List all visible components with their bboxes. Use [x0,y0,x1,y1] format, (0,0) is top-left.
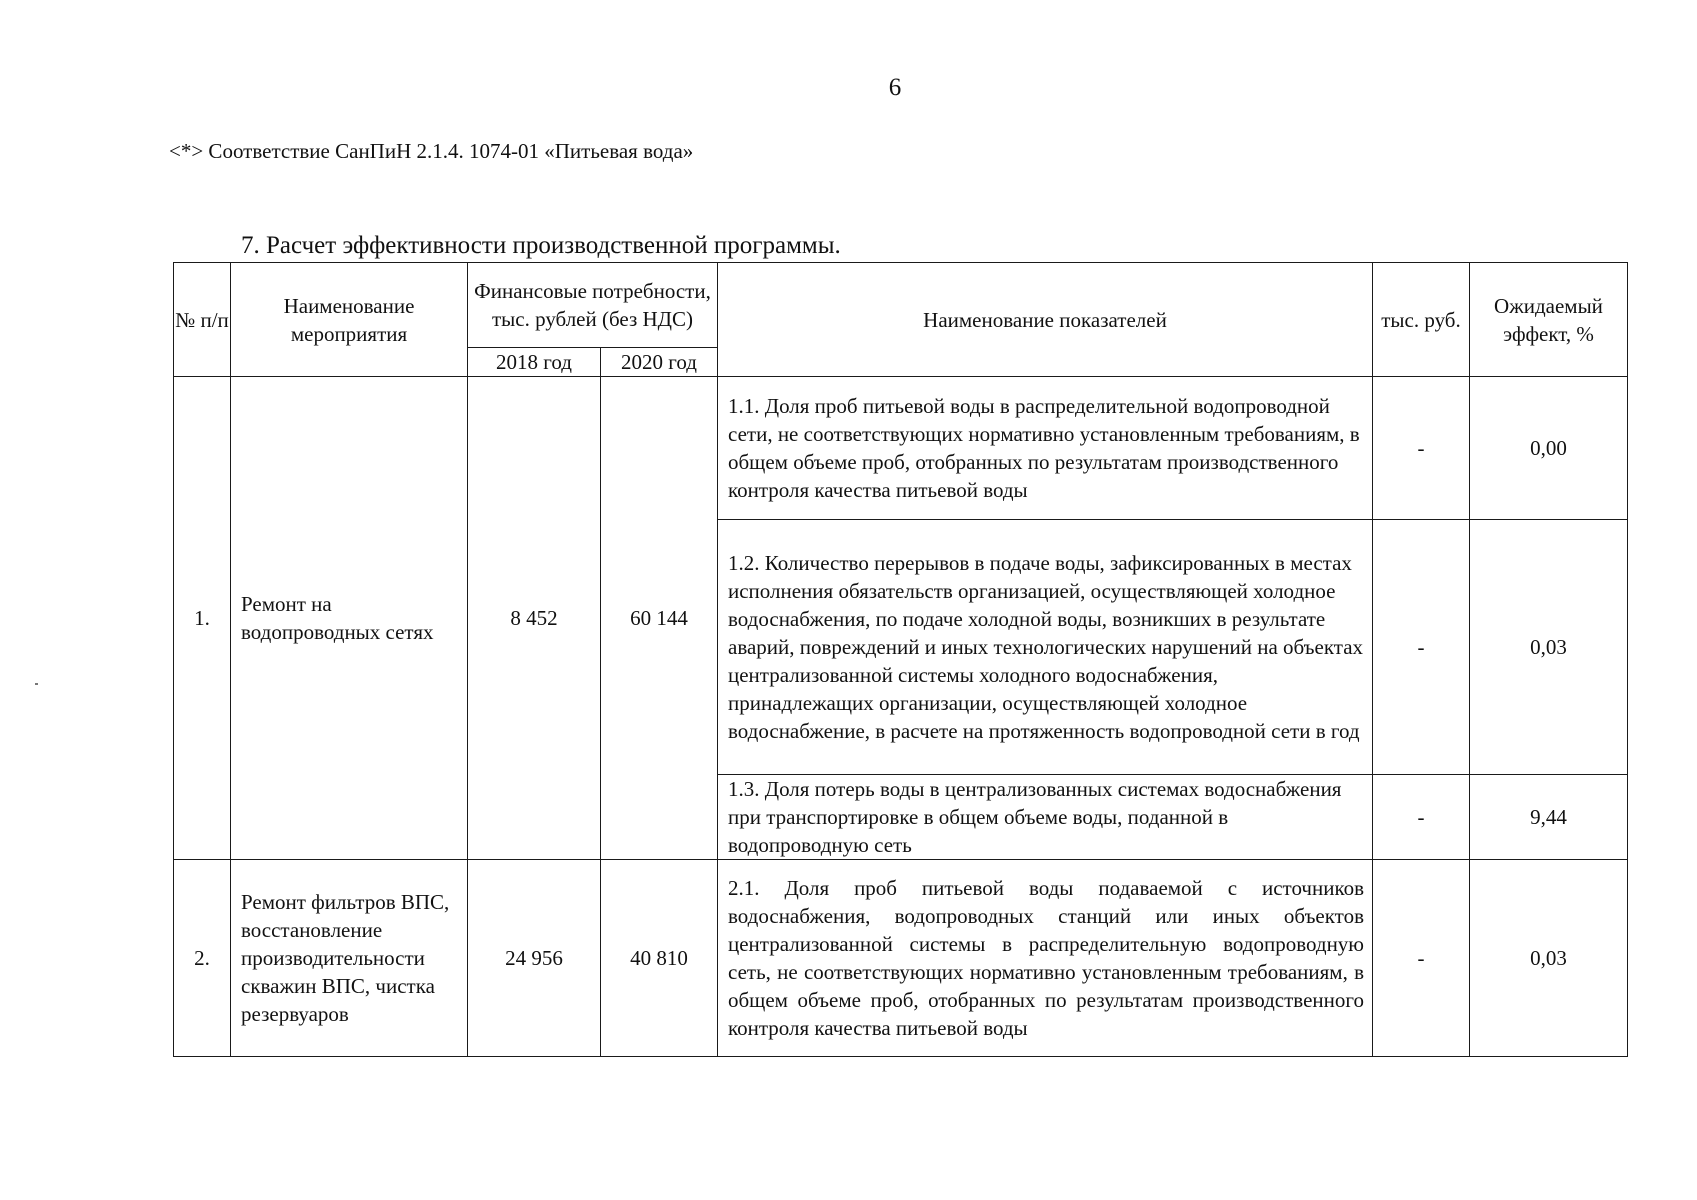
row-value-2020: 40 810 [601,860,718,1057]
indicator-effect: 0,03 [1470,520,1628,775]
row-name: Ремонт на водопроводных сетях [231,377,468,860]
header-year-2018: 2018 год [468,348,601,377]
indicator-effect: 9,44 [1470,775,1628,860]
table-row [174,377,1628,520]
indicator-text: 1.1. Доля проб питьевой воды в распределительной водопроводной сети, не соответствующих нормативно установленным требованиям, в общем объеме проб, отобранных по результатам производственного контроля качества питьевой воды [718,377,1373,520]
indicator-thousand: - [1373,775,1470,860]
scan-speck [35,683,38,685]
page-number: 6 [888,74,902,101]
indicator-text: 1.2. Количество перерывов в подаче воды, зафиксированных в местах исполнения обязательств организацией, осуществляющей холодное водоснабжения, по подаче холодной воды, возникших в результате аварий, повреждений и иных технологических нарушений на объектах централизованной системы холодного водоснабжения, принадлежащих организации, осуществляющей холодное водоснабжение, в расчете на протяженность водопроводной сети в год [718,520,1373,775]
row-num: 2. [174,860,231,1057]
indicator-text: 1.3. Доля потерь воды в централизованных системах водоснабжения при транспортировке в общем объеме воды, поданной в водопроводную сеть [718,775,1373,860]
indicator-effect: 0,03 [1470,860,1628,1057]
header-row [174,263,1628,348]
header-num: № п/п [174,263,231,377]
header-effect: Ожидаемый эффект, % [1470,263,1628,377]
indicator-thousand: - [1373,520,1470,775]
efficiency-table [173,262,1628,1057]
header-thousand: тыс. руб. [1373,263,1470,377]
header-indicators: Наименование показателей [718,263,1373,377]
indicator-thousand: - [1373,860,1470,1057]
indicator-text: 2.1. Доля проб питьевой воды подаваемой с источников водоснабжения, водопроводных станций или иных объектов централизованной системы в распределительную водопроводную сеть, не соответствующих нормативно установленным требованиям, в общем объеме проб, отобранных по результатам производственного контроля качества питьевой воды [718,860,1373,1057]
indicator-effect: 0,00 [1470,377,1628,520]
row-num: 1. [174,377,231,860]
section-title: 7. Расчет эффективности производственной программы. [241,232,841,259]
row-value-2018: 24 956 [468,860,601,1057]
row-value-2020: 60 144 [601,377,718,860]
header-finance: Финансовые потребности, тыс. рублей (без НДС) [468,263,718,348]
footnote: <*> Соответствие СанПиН 2.1.4. 1074-01 «Питьевая вода» [169,139,694,163]
row-value-2018: 8 452 [468,377,601,860]
header-name: Наименование мероприятия [231,263,468,377]
table-row [174,860,1628,1057]
row-name: Ремонт фильтров ВПС, восстановление производительности скважин ВПС, чистка резервуаров [231,860,468,1057]
header-year-2020: 2020 год [601,348,718,377]
indicator-thousand: - [1373,377,1470,520]
